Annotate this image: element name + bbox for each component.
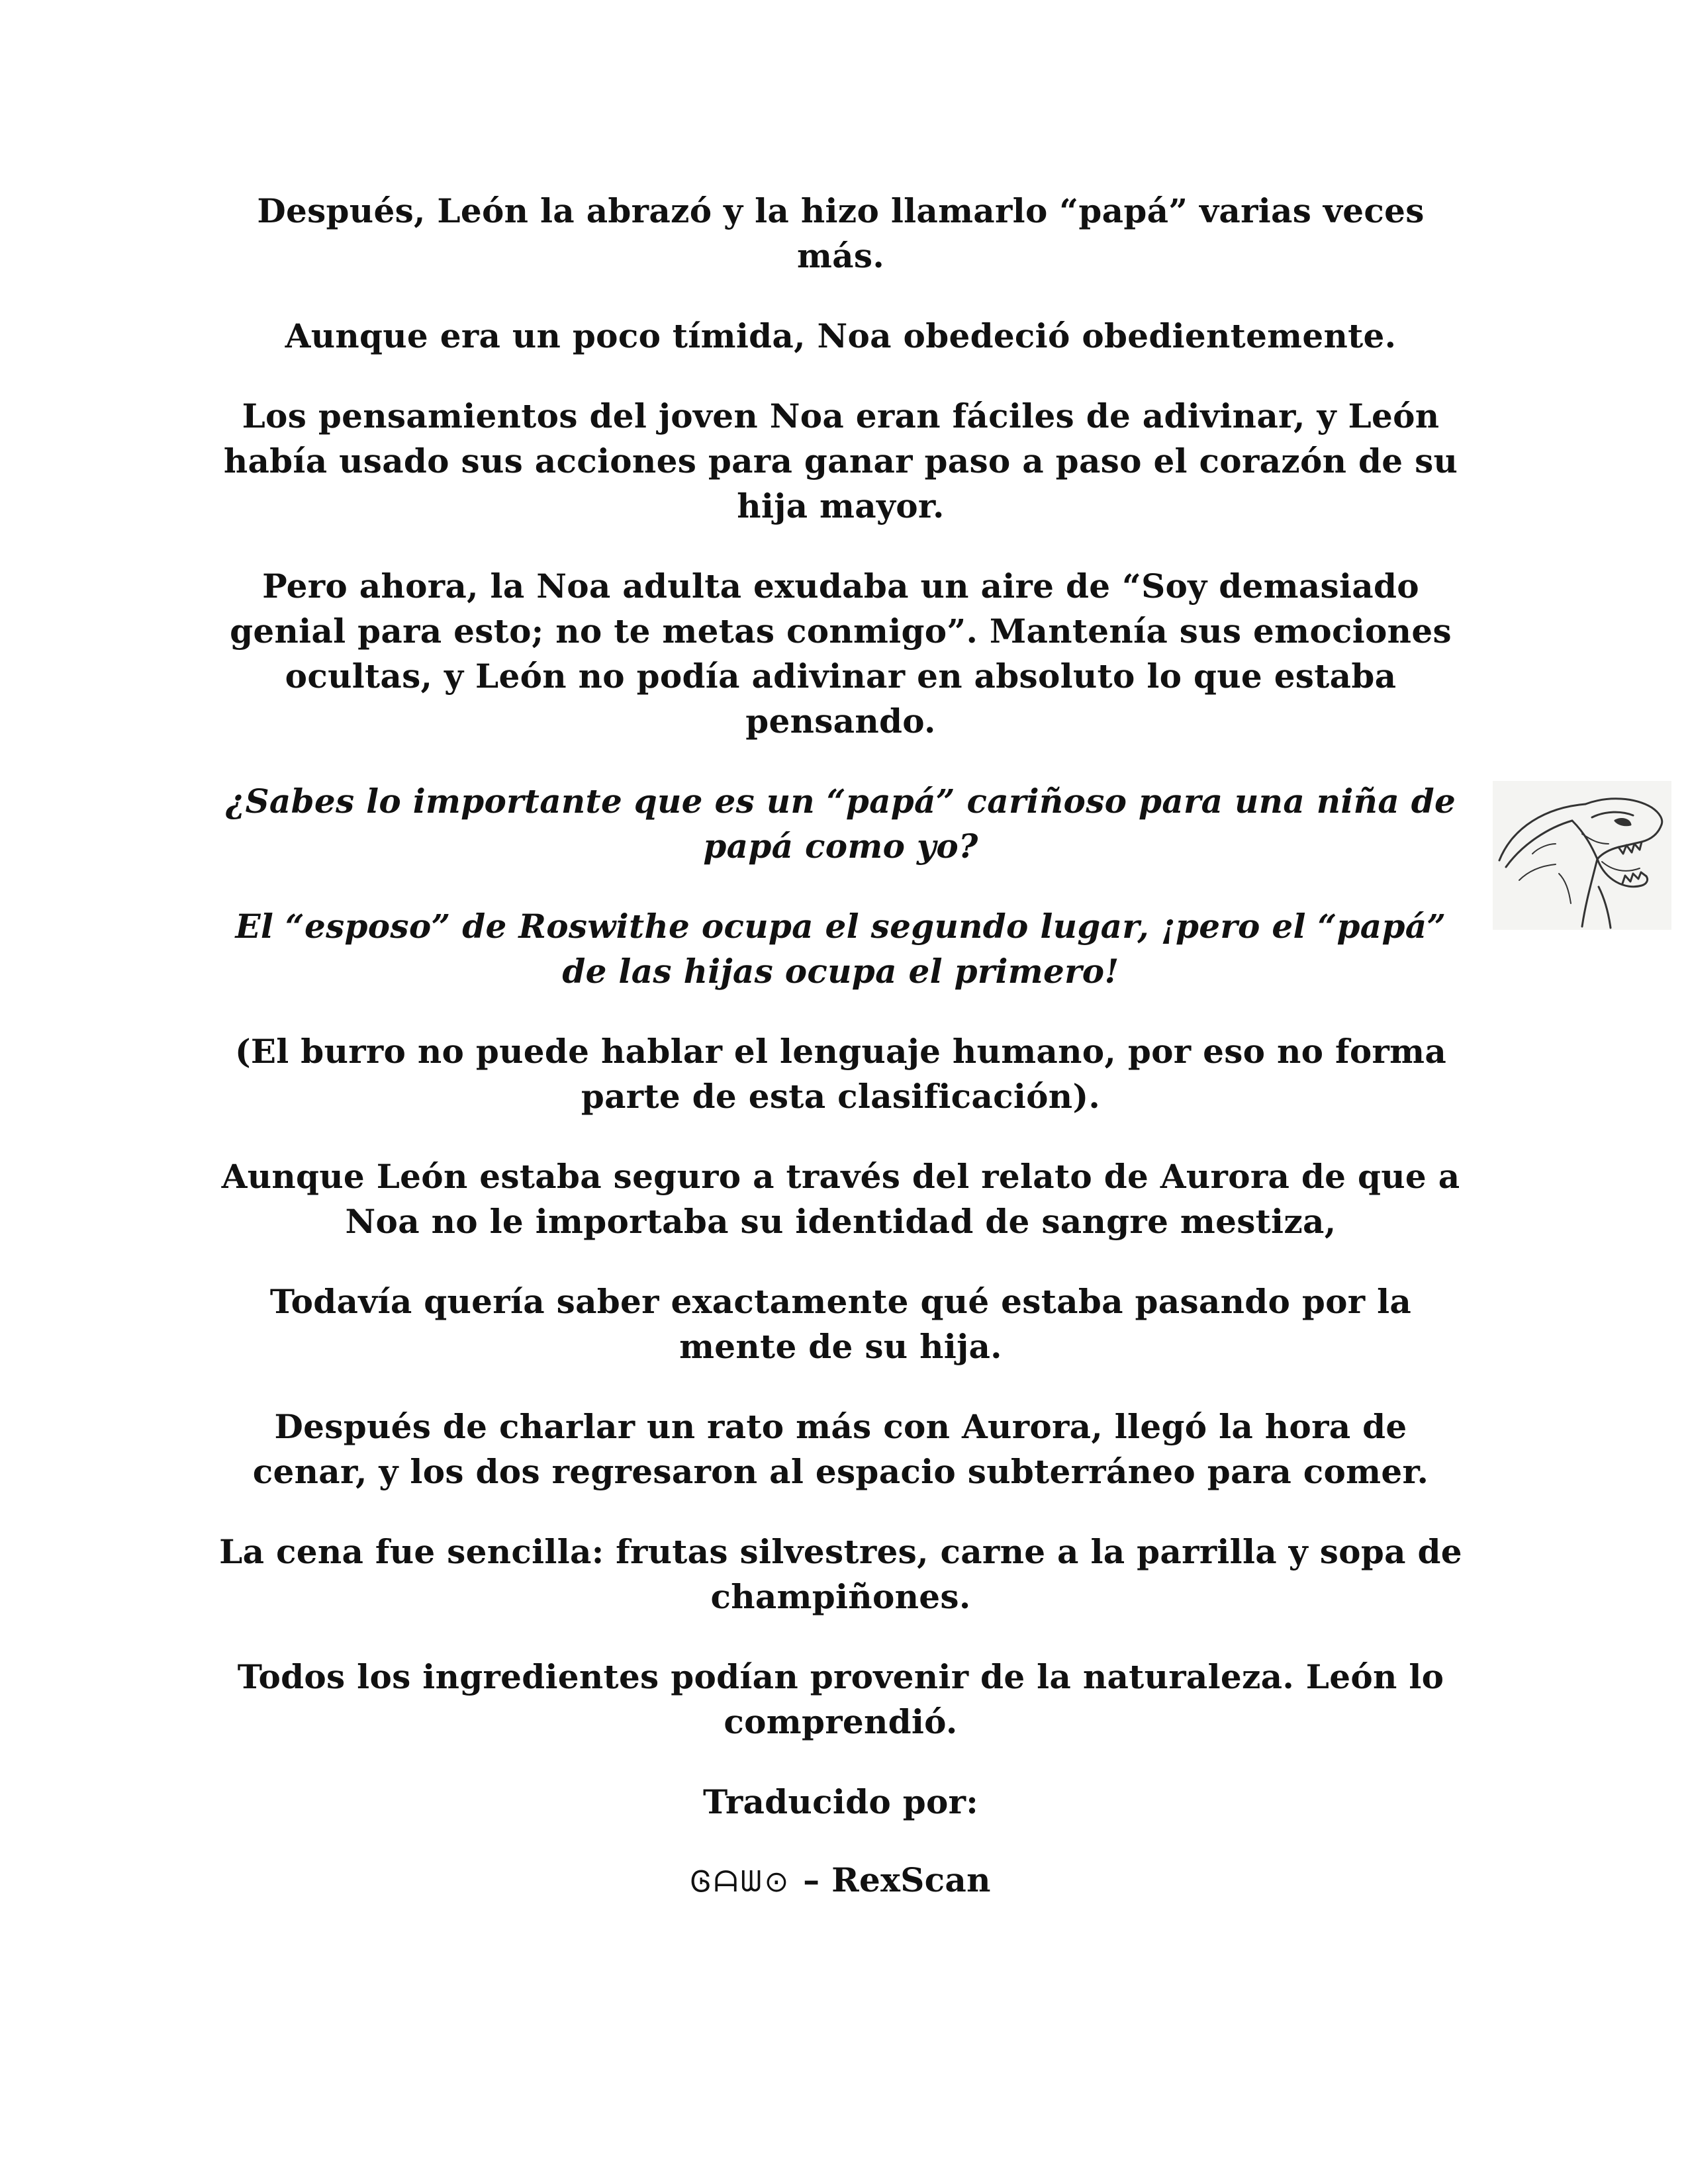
credits-line	[218, 1858, 1463, 1905]
paragraph: Todavía quería saber exactamente qué estaba pasando por la mente de su hija.	[269, 1282, 1412, 1366]
paragraph: Aunque era un poco tímida, Noa obedeció obedientemente.	[285, 316, 1397, 355]
page-text	[218, 189, 1463, 1940]
paragraph-italic: El “esposo” de Roswithe ocupa el segundo lugar, ¡pero el “papá” de las hijas ocupa el primero!	[235, 907, 1446, 991]
paragraph: Los pensamientos del joven Noa eran fáciles de adivinar, y León había usado sus acciones para ganar paso a paso el corazón de su hija mayor.	[223, 396, 1458, 525]
translator-name: Ꮆᗩᗯ⊙	[690, 1865, 792, 1899]
credits-separator: –	[803, 1860, 820, 1899]
paragraph: Aunque León estaba seguro a través del relato de Aurora de que a Noa no le importaba su identidad de sangre mestiza,	[221, 1157, 1460, 1241]
group-name: RexScan	[831, 1860, 991, 1899]
paragraph: Todos los ingredientes podían provenir de la naturaleza. León lo comprendió.	[237, 1657, 1444, 1741]
paragraph: La cena fue sencilla: frutas silvestres, carne a la parrilla y sopa de champiñones.	[219, 1532, 1462, 1616]
paragraph: Pero ahora, la Noa adulta exudaba un aire de “Soy demasiado genial para esto; no te metas conmigo”. Mantenía sus emociones ocultas, y León no podía adivinar en absoluto lo que estaba pensando.	[230, 567, 1452, 741]
dinosaur-head-icon	[1493, 781, 1671, 930]
paragraph: Después de charlar un rato más con Aurora, llegó la hora de cenar, y los dos regresaron al espacio subterráneo para comer.	[252, 1407, 1429, 1491]
paragraph: Después, León la abrazó y la hizo llamarlo “papá” varias veces más.	[257, 191, 1425, 275]
paragraph-italic: ¿Sabes lo importante que es un “papá” cariñoso para una niña de papá como yo?	[225, 782, 1456, 866]
paragraph: (El burro no puede hablar el lenguaje humano, por eso no forma parte de esta clasificación).	[234, 1032, 1447, 1116]
credits-label: Traducido por:	[702, 1782, 979, 1821]
